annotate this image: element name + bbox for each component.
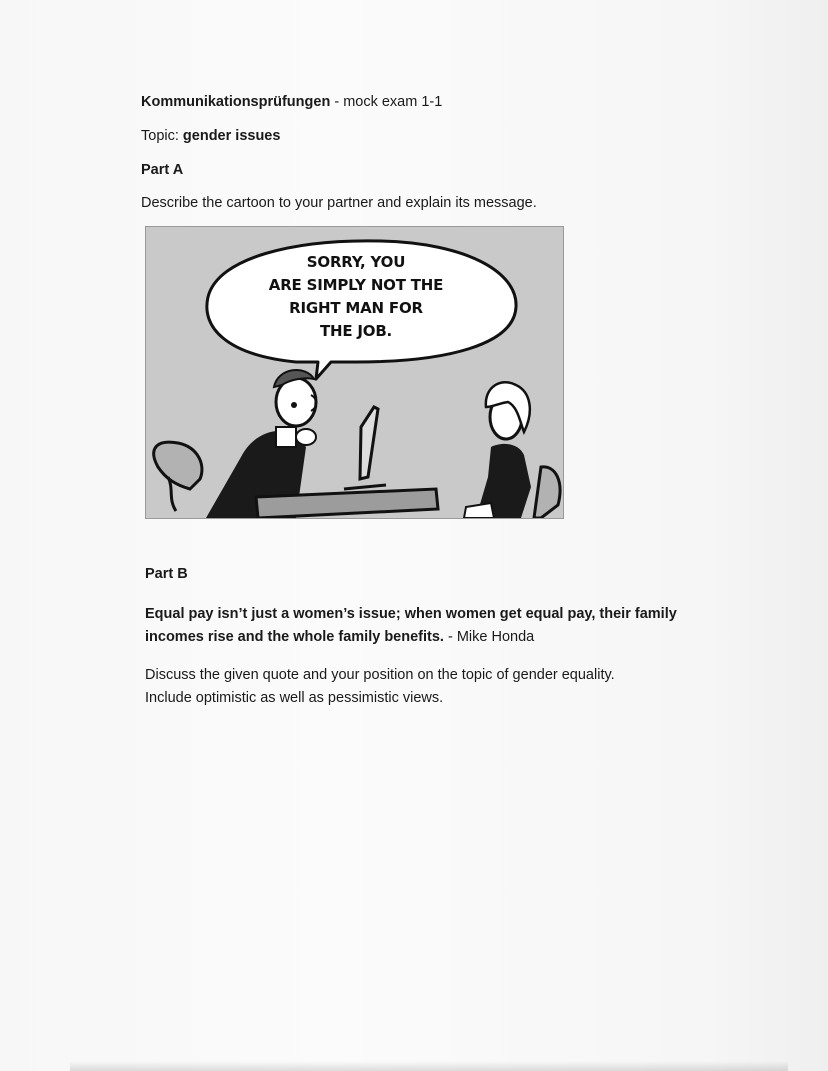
part-a-instruction: Describe the cartoon to your partner and explain its message.: [141, 195, 537, 211]
quote-line-1: Equal pay isn’t just a women’s issue; when women get equal pay, their family: [145, 606, 677, 622]
part-a-title: Part A: [141, 162, 184, 178]
quote: [145, 603, 677, 649]
document-heading: [141, 94, 442, 110]
speech-bubble-text: [246, 251, 466, 343]
topic-value: gender issues: [182, 128, 281, 144]
quote-line-2-bold: incomes rise and the whole family benefits.: [145, 629, 444, 645]
speech-line: RIGHT MAN FOR: [289, 299, 423, 317]
heading-bold: Kommunikationsprüfungen: [141, 94, 331, 110]
part-b-title: Part B: [145, 566, 188, 582]
speech-line: THE JOB.: [319, 322, 393, 340]
monitor: [360, 407, 378, 479]
chair-right: [534, 467, 560, 518]
quote-author: - Mike Honda: [443, 629, 535, 645]
part-b-instruction-line-2: Include optimistic as well as pessimistic views.: [145, 690, 444, 706]
part-b-instruction: [145, 664, 615, 710]
topic-line: [141, 128, 280, 144]
speech-line: ARE SIMPLY NOT THE: [268, 276, 444, 294]
quote-line-2: [145, 626, 677, 649]
topic-label: Topic:: [141, 128, 183, 144]
speech-line: SORRY, YOU: [306, 253, 406, 271]
heading-rest: - mock exam 1-1: [330, 94, 443, 110]
chair-left: [154, 442, 202, 489]
cartoon-image: [145, 226, 564, 519]
part-b-instruction-line-1: Discuss the given quote and your position on the topic of gender equality.: [145, 667, 615, 683]
